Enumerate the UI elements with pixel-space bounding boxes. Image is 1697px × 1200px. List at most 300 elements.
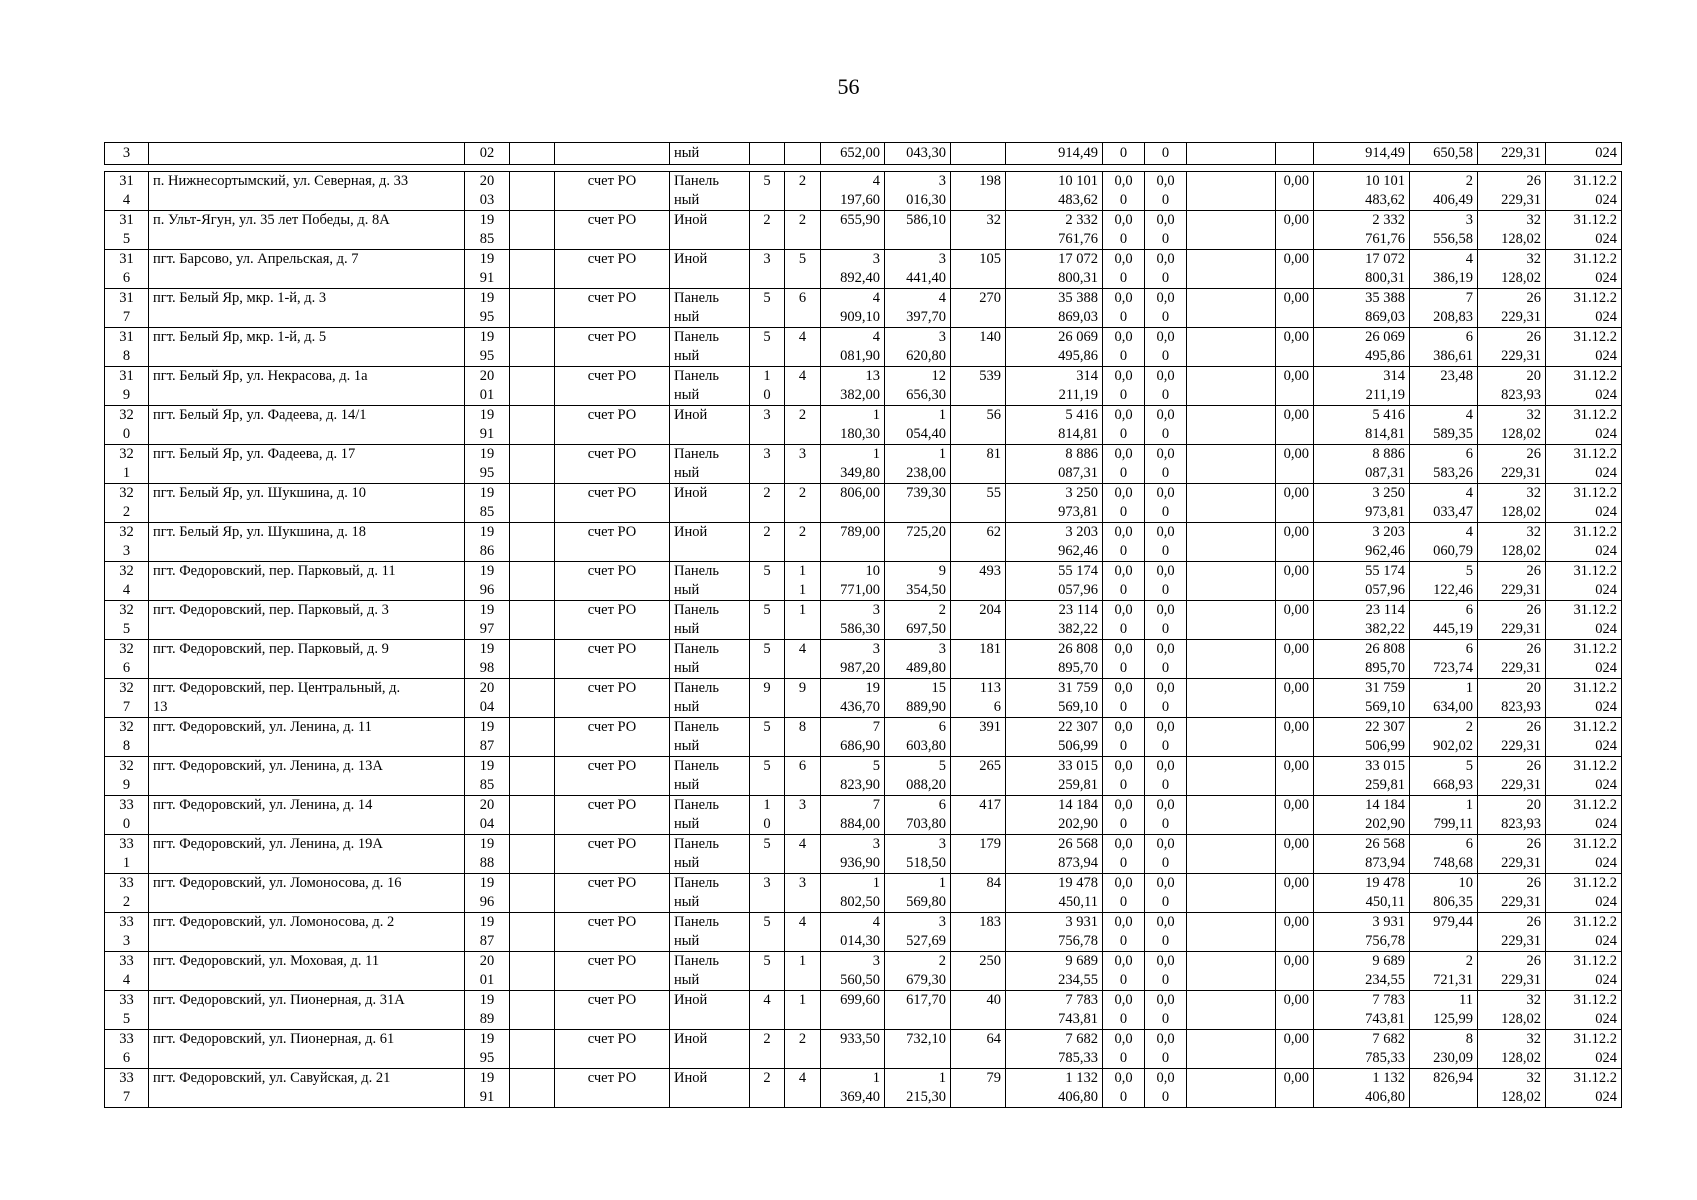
row-number-cell: 32 4 xyxy=(105,562,149,601)
entrances-cell: 4 xyxy=(785,1069,821,1108)
year-built-cell: 20 01 xyxy=(465,952,510,991)
funds-used-cell: 0,00 xyxy=(1276,1069,1314,1108)
year-built-cell: 19 91 xyxy=(465,250,510,289)
blank-col-cell xyxy=(510,250,555,289)
row-number-cell: 31 4 xyxy=(105,172,149,211)
floors-cell: 5 xyxy=(750,289,785,328)
limit-cost-cell: 26 229,31 xyxy=(1478,952,1546,991)
deadline-cell: 31.12.2 024 xyxy=(1546,679,1622,718)
residents-cell: 250 xyxy=(951,952,1006,991)
living-area-cell: 725,20 xyxy=(885,523,951,562)
total-area-cell: 19 436,70 xyxy=(821,679,885,718)
floors-cell: 2 xyxy=(750,523,785,562)
cost-b-cell: 0,0 0 xyxy=(1145,328,1187,367)
cost-a-cell: 0,0 0 xyxy=(1103,484,1145,523)
address-cell: пгт. Федоровский, ул. Ленина, д. 11 xyxy=(149,718,465,757)
row-number-cell: 33 6 xyxy=(105,1030,149,1069)
floors-cell: 5 xyxy=(750,952,785,991)
blank-col-2-cell xyxy=(1187,718,1276,757)
limit-cost-cell: 26 229,31 xyxy=(1478,328,1546,367)
funds-used-cell: 0,00 xyxy=(1276,250,1314,289)
table-row xyxy=(105,835,1622,874)
living-area-cell: 732,10 xyxy=(885,1030,951,1069)
year-built-cell: 19 88 xyxy=(465,835,510,874)
table-row xyxy=(105,913,1622,952)
residents-cell: 140 xyxy=(951,328,1006,367)
per-sqm-cost-cell: 6 723,74 xyxy=(1410,640,1478,679)
living-area-cell: 3 620,80 xyxy=(885,328,951,367)
residents-cell: 179 xyxy=(951,835,1006,874)
cost-b-cell: 0,0 0 xyxy=(1145,523,1187,562)
table-gap xyxy=(105,165,1622,172)
total-area-cell: 1 802,50 xyxy=(821,874,885,913)
living-area-cell: 617,70 xyxy=(885,991,951,1030)
blank-col-cell xyxy=(510,874,555,913)
year-built-cell: 02 xyxy=(465,143,510,165)
year-built-cell: 20 03 xyxy=(465,172,510,211)
total-cost-cell: 35 388 869,03 xyxy=(1314,289,1410,328)
cost-b-cell: 0,0 0 xyxy=(1145,796,1187,835)
floors-cell: 5 xyxy=(750,640,785,679)
year-built-cell: 20 01 xyxy=(465,367,510,406)
blank-col-cell xyxy=(510,991,555,1030)
entrances-cell: 2 xyxy=(785,484,821,523)
floors-cell: 5 xyxy=(750,718,785,757)
cost-b-cell: 0,0 0 xyxy=(1145,562,1187,601)
entrances-cell: 6 xyxy=(785,289,821,328)
cost-a-cell: 0,0 0 xyxy=(1103,523,1145,562)
deadline-cell: 31.12.2 024 xyxy=(1546,445,1622,484)
cost-b-cell: 0,0 0 xyxy=(1145,211,1187,250)
residents-cell: 181 xyxy=(951,640,1006,679)
limit-cost-cell: 229,31 xyxy=(1478,143,1546,165)
limit-cost-cell: 26 229,31 xyxy=(1478,601,1546,640)
wall-material-cell: Иной xyxy=(670,484,750,523)
limit-cost-cell: 32 128,02 xyxy=(1478,1069,1546,1108)
cost-a-cell: 0,0 0 xyxy=(1103,1030,1145,1069)
residents-cell: 55 xyxy=(951,484,1006,523)
blank-col-cell xyxy=(510,913,555,952)
address-cell: пгт. Федоровский, ул. Ломоносова, д. 2 xyxy=(149,913,465,952)
fund-method-cell: счет РО xyxy=(555,289,670,328)
year-built-cell: 19 87 xyxy=(465,718,510,757)
cost-a-cell: 0,0 0 xyxy=(1103,757,1145,796)
wall-material-cell: Панель ный xyxy=(670,913,750,952)
funds-used-cell: 0,00 xyxy=(1276,1030,1314,1069)
limit-cost-cell: 32 128,02 xyxy=(1478,211,1546,250)
per-sqm-cost-cell: 7 208,83 xyxy=(1410,289,1478,328)
planned-cost-cell: 10 101 483,62 xyxy=(1006,172,1103,211)
living-area-cell: 1 054,40 xyxy=(885,406,951,445)
total-area-cell: 1 349,80 xyxy=(821,445,885,484)
deadline-cell: 31.12.2 024 xyxy=(1546,289,1622,328)
floors-cell: 5 xyxy=(750,835,785,874)
table-row xyxy=(105,1069,1622,1108)
blank-col-cell xyxy=(510,640,555,679)
blank-col-2-cell xyxy=(1187,445,1276,484)
limit-cost-cell: 26 229,31 xyxy=(1478,835,1546,874)
cost-a-cell: 0,0 0 xyxy=(1103,991,1145,1030)
floors-cell: 2 xyxy=(750,211,785,250)
table-row xyxy=(105,523,1622,562)
deadline-cell: 31.12.2 024 xyxy=(1546,757,1622,796)
cost-b-cell: 0,0 0 xyxy=(1145,289,1187,328)
table-row xyxy=(105,406,1622,445)
address-cell: пгт. Федоровский, пер. Парковый, д. 3 xyxy=(149,601,465,640)
blank-col-cell xyxy=(510,445,555,484)
limit-cost-cell: 32 128,02 xyxy=(1478,484,1546,523)
cost-b-cell: 0,0 0 xyxy=(1145,640,1187,679)
limit-cost-cell: 26 229,31 xyxy=(1478,757,1546,796)
funds-used-cell: 0,00 xyxy=(1276,562,1314,601)
blank-col-cell xyxy=(510,757,555,796)
wall-material-cell: Иной xyxy=(670,250,750,289)
residents-cell: 198 xyxy=(951,172,1006,211)
blank-col-cell xyxy=(510,1069,555,1108)
total-area-cell: 4 197,60 xyxy=(821,172,885,211)
total-cost-cell: 14 184 202,90 xyxy=(1314,796,1410,835)
residents-cell: 391 xyxy=(951,718,1006,757)
funds-used-cell: 0,00 xyxy=(1276,601,1314,640)
deadline-cell: 31.12.2 024 xyxy=(1546,1069,1622,1108)
wall-material-cell: Панель ный xyxy=(670,562,750,601)
living-area-cell: 15 889,90 xyxy=(885,679,951,718)
cost-a-cell: 0,0 0 xyxy=(1103,289,1145,328)
planned-cost-cell: 19 478 450,11 xyxy=(1006,874,1103,913)
funds-used-cell: 0,00 xyxy=(1276,211,1314,250)
cost-a-cell: 0,0 0 xyxy=(1103,406,1145,445)
floors-cell: 3 xyxy=(750,874,785,913)
blank-col-cell xyxy=(510,406,555,445)
entrances-cell: 4 xyxy=(785,913,821,952)
cost-a-cell: 0,0 0 xyxy=(1103,211,1145,250)
blank-col-2-cell xyxy=(1187,143,1276,165)
cost-b-cell: 0,0 0 xyxy=(1145,952,1187,991)
total-cost-cell: 5 416 814,81 xyxy=(1314,406,1410,445)
blank-col-2-cell xyxy=(1187,289,1276,328)
planned-cost-cell: 3 203 962,46 xyxy=(1006,523,1103,562)
blank-col-2-cell xyxy=(1187,991,1276,1030)
per-sqm-cost-cell: 8 230,09 xyxy=(1410,1030,1478,1069)
per-sqm-cost-cell: 23,48 xyxy=(1410,367,1478,406)
living-area-cell: 2 679,30 xyxy=(885,952,951,991)
year-built-cell: 19 85 xyxy=(465,211,510,250)
funds-used-cell: 0,00 xyxy=(1276,328,1314,367)
planned-cost-cell: 2 332 761,76 xyxy=(1006,211,1103,250)
living-area-cell: 3 016,30 xyxy=(885,172,951,211)
limit-cost-cell: 26 229,31 xyxy=(1478,445,1546,484)
blank-col-cell xyxy=(510,211,555,250)
living-area-cell: 3 527,69 xyxy=(885,913,951,952)
fund-method-cell: счет РО xyxy=(555,601,670,640)
cost-b-cell: 0,0 0 xyxy=(1145,718,1187,757)
cost-a-cell: 0 xyxy=(1103,143,1145,165)
total-area-cell: 3 892,40 xyxy=(821,250,885,289)
per-sqm-cost-cell: 1 634,00 xyxy=(1410,679,1478,718)
blank-col-cell xyxy=(510,143,555,165)
blank-col-cell xyxy=(510,484,555,523)
table-row xyxy=(105,484,1622,523)
deadline-cell: 31.12.2 024 xyxy=(1546,913,1622,952)
blank-col-2-cell xyxy=(1187,1030,1276,1069)
address-cell: пгт. Белый Яр, ул. Фадеева, д. 17 xyxy=(149,445,465,484)
total-cost-cell: 7 682 785,33 xyxy=(1314,1030,1410,1069)
blank-col-2-cell xyxy=(1187,172,1276,211)
table-row xyxy=(105,952,1622,991)
total-area-cell: 3 987,20 xyxy=(821,640,885,679)
total-area-cell: 933,50 xyxy=(821,1030,885,1069)
planned-cost-cell: 26 069 495,86 xyxy=(1006,328,1103,367)
row-number-cell: 32 8 xyxy=(105,718,149,757)
fund-method-cell: счет РО xyxy=(555,1069,670,1108)
wall-material-cell: Панель ный xyxy=(670,679,750,718)
planned-cost-cell: 314 211,19 xyxy=(1006,367,1103,406)
wall-material-cell: Панель ный xyxy=(670,757,750,796)
wall-material-cell: Панель ный xyxy=(670,445,750,484)
deadline-cell: 31.12.2 024 xyxy=(1546,796,1622,835)
floors-cell: 5 xyxy=(750,562,785,601)
entrances-cell: 4 xyxy=(785,328,821,367)
planned-cost-cell: 22 307 506,99 xyxy=(1006,718,1103,757)
planned-cost-cell: 914,49 xyxy=(1006,143,1103,165)
row-number-cell: 32 2 xyxy=(105,484,149,523)
table-row xyxy=(105,796,1622,835)
cost-a-cell: 0,0 0 xyxy=(1103,445,1145,484)
row-number-cell: 33 4 xyxy=(105,952,149,991)
fund-method-cell: счет РО xyxy=(555,367,670,406)
per-sqm-cost-cell: 1 799,11 xyxy=(1410,796,1478,835)
fund-method-cell: счет РО xyxy=(555,679,670,718)
total-cost-cell: 19 478 450,11 xyxy=(1314,874,1410,913)
fund-method-cell: счет РО xyxy=(555,718,670,757)
deadline-cell: 31.12.2 024 xyxy=(1546,718,1622,757)
per-sqm-cost-cell: 979,44 xyxy=(1410,913,1478,952)
total-area-cell: 699,60 xyxy=(821,991,885,1030)
page-number: 56 xyxy=(837,74,860,99)
per-sqm-cost-cell: 4 589,35 xyxy=(1410,406,1478,445)
wall-material-cell: Иной xyxy=(670,991,750,1030)
floors-cell: 5 xyxy=(750,601,785,640)
address-cell: пгт. Белый Яр, ул. Некрасова, д. 1а xyxy=(149,367,465,406)
cost-a-cell: 0,0 0 xyxy=(1103,172,1145,211)
planned-cost-cell: 26 808 895,70 xyxy=(1006,640,1103,679)
funds-used-cell: 0,00 xyxy=(1276,757,1314,796)
per-sqm-cost-cell: 650,58 xyxy=(1410,143,1478,165)
blank-col-cell xyxy=(510,835,555,874)
funds-used-cell: 0,00 xyxy=(1276,991,1314,1030)
address-cell: пгт. Белый Яр, ул. Шукшина, д. 18 xyxy=(149,523,465,562)
row-number-cell: 32 6 xyxy=(105,640,149,679)
wall-material-cell: Панель ный xyxy=(670,367,750,406)
fund-method-cell: счет РО xyxy=(555,445,670,484)
per-sqm-cost-cell: 2 902,02 xyxy=(1410,718,1478,757)
blank-col-2-cell xyxy=(1187,523,1276,562)
funds-used-cell: 0,00 xyxy=(1276,718,1314,757)
residents-cell: 539 xyxy=(951,367,1006,406)
residents-cell: 62 xyxy=(951,523,1006,562)
wall-material-cell: Панель ный xyxy=(670,874,750,913)
blank-col-2-cell xyxy=(1187,211,1276,250)
deadline-cell: 31.12.2 024 xyxy=(1546,172,1622,211)
entrances-cell: 1 xyxy=(785,952,821,991)
entrances-cell xyxy=(785,143,821,165)
blank-col-2-cell xyxy=(1187,640,1276,679)
wall-material-cell: Иной xyxy=(670,406,750,445)
cost-b-cell: 0,0 0 xyxy=(1145,679,1187,718)
total-area-cell: 10 771,00 xyxy=(821,562,885,601)
address-cell: пгт. Федоровский, ул. Ленина, д. 14 xyxy=(149,796,465,835)
living-area-cell: 3 441,40 xyxy=(885,250,951,289)
total-cost-cell: 55 174 057,96 xyxy=(1314,562,1410,601)
funds-used-cell: 0,00 xyxy=(1276,835,1314,874)
cost-b-cell: 0,0 0 xyxy=(1145,1030,1187,1069)
living-area-cell: 6 603,80 xyxy=(885,718,951,757)
table-row xyxy=(105,874,1622,913)
living-area-cell: 043,30 xyxy=(885,143,951,165)
table-row xyxy=(105,640,1622,679)
residents-cell: 183 xyxy=(951,913,1006,952)
row-number-cell: 33 3 xyxy=(105,913,149,952)
total-area-cell: 4 014,30 xyxy=(821,913,885,952)
table-row xyxy=(105,250,1622,289)
planned-cost-cell: 23 114 382,22 xyxy=(1006,601,1103,640)
cost-b-cell: 0,0 0 xyxy=(1145,835,1187,874)
residents-cell: 113 6 xyxy=(951,679,1006,718)
gap-cell xyxy=(105,165,1622,172)
planned-cost-cell: 9 689 234,55 xyxy=(1006,952,1103,991)
total-cost-cell: 31 759 569,10 xyxy=(1314,679,1410,718)
floors-cell: 4 xyxy=(750,991,785,1030)
residents-cell: 204 xyxy=(951,601,1006,640)
blank-col-cell xyxy=(510,523,555,562)
funds-used-cell xyxy=(1276,143,1314,165)
wall-material-cell: Панель ный xyxy=(670,835,750,874)
fund-method-cell: счет РО xyxy=(555,640,670,679)
floors-cell: 1 0 xyxy=(750,367,785,406)
address-cell xyxy=(149,143,465,165)
residents-cell: 40 xyxy=(951,991,1006,1030)
residents-cell: 270 xyxy=(951,289,1006,328)
blank-col-2-cell xyxy=(1187,367,1276,406)
total-cost-cell: 26 568 873,94 xyxy=(1314,835,1410,874)
deadline-cell: 31.12.2 024 xyxy=(1546,328,1622,367)
limit-cost-cell: 32 128,02 xyxy=(1478,250,1546,289)
cost-b-cell: 0,0 0 xyxy=(1145,874,1187,913)
per-sqm-cost-cell: 2 406,49 xyxy=(1410,172,1478,211)
cost-a-cell: 0,0 0 xyxy=(1103,874,1145,913)
entrances-cell: 2 xyxy=(785,172,821,211)
total-area-cell: 652,00 xyxy=(821,143,885,165)
entrances-cell: 2 xyxy=(785,523,821,562)
blank-col-2-cell xyxy=(1187,562,1276,601)
row-number-cell: 33 2 xyxy=(105,874,149,913)
cost-a-cell: 0,0 0 xyxy=(1103,367,1145,406)
floors-cell: 3 xyxy=(750,406,785,445)
cost-a-cell: 0,0 0 xyxy=(1103,718,1145,757)
table-row xyxy=(105,601,1622,640)
planned-cost-cell: 26 568 873,94 xyxy=(1006,835,1103,874)
floors-cell: 2 xyxy=(750,484,785,523)
planned-cost-cell: 35 388 869,03 xyxy=(1006,289,1103,328)
entrances-cell: 4 xyxy=(785,835,821,874)
wall-material-cell: Панель ный xyxy=(670,718,750,757)
table-row xyxy=(105,718,1622,757)
row-number-cell: 32 9 xyxy=(105,757,149,796)
fund-method-cell: счет РО xyxy=(555,328,670,367)
limit-cost-cell: 26 229,31 xyxy=(1478,718,1546,757)
wall-material-cell: Панель ный xyxy=(670,952,750,991)
living-area-cell: 1 215,30 xyxy=(885,1069,951,1108)
cost-a-cell: 0,0 0 xyxy=(1103,796,1145,835)
entrances-cell: 5 xyxy=(785,250,821,289)
fund-method-cell: счет РО xyxy=(555,1030,670,1069)
per-sqm-cost-cell: 4 033,47 xyxy=(1410,484,1478,523)
per-sqm-cost-cell: 5 122,46 xyxy=(1410,562,1478,601)
fund-method-cell: счет РО xyxy=(555,796,670,835)
table-row xyxy=(105,679,1622,718)
living-area-cell: 586,10 xyxy=(885,211,951,250)
deadline-cell: 31.12.2 024 xyxy=(1546,484,1622,523)
row-number-cell: 33 5 xyxy=(105,991,149,1030)
address-cell: пгт. Белый Яр, ул. Фадеева, д. 14/1 xyxy=(149,406,465,445)
cost-b-cell: 0,0 0 xyxy=(1145,484,1187,523)
address-cell: пгт. Федоровский, ул. Ленина, д. 19А xyxy=(149,835,465,874)
deadline-cell: 31.12.2 024 xyxy=(1546,406,1622,445)
blank-col-2-cell xyxy=(1187,913,1276,952)
total-area-cell: 7 686,90 xyxy=(821,718,885,757)
year-built-cell: 19 86 xyxy=(465,523,510,562)
funds-used-cell: 0,00 xyxy=(1276,406,1314,445)
year-built-cell: 19 95 xyxy=(465,1030,510,1069)
residents-cell: 84 xyxy=(951,874,1006,913)
year-built-cell: 19 85 xyxy=(465,484,510,523)
address-cell: пгт. Федоровский, ул. Савуйская, д. 21 xyxy=(149,1069,465,1108)
year-built-cell: 19 85 xyxy=(465,757,510,796)
blank-col-cell xyxy=(510,796,555,835)
limit-cost-cell: 32 128,02 xyxy=(1478,1030,1546,1069)
floors-cell: 5 xyxy=(750,913,785,952)
cost-a-cell: 0,0 0 xyxy=(1103,913,1145,952)
blank-col-2-cell xyxy=(1187,250,1276,289)
address-cell: пгт. Белый Яр, ул. Шукшина, д. 10 xyxy=(149,484,465,523)
address-cell: пгт. Федоровский, пер. Парковый, д. 11 xyxy=(149,562,465,601)
address-cell: пгт. Федоровский, ул. Ленина, д. 13А xyxy=(149,757,465,796)
funds-used-cell: 0,00 xyxy=(1276,445,1314,484)
table-row xyxy=(105,757,1622,796)
planned-cost-cell: 55 174 057,96 xyxy=(1006,562,1103,601)
cost-b-cell: 0,0 0 xyxy=(1145,406,1187,445)
total-area-cell: 806,00 xyxy=(821,484,885,523)
address-cell: пгт. Белый Яр, мкр. 1-й, д. 5 xyxy=(149,328,465,367)
living-area-cell: 739,30 xyxy=(885,484,951,523)
entrances-cell: 3 xyxy=(785,874,821,913)
address-cell: пгт. Федоровский, пер. Центральный, д. 13 xyxy=(149,679,465,718)
per-sqm-cost-cell: 5 668,93 xyxy=(1410,757,1478,796)
fund-method-cell: счет РО xyxy=(555,523,670,562)
residents-cell xyxy=(951,143,1006,165)
floors-cell: 5 xyxy=(750,757,785,796)
cost-b-cell: 0,0 0 xyxy=(1145,250,1187,289)
address-cell: пгт. Федоровский, ул. Пионерная, д. 61 xyxy=(149,1030,465,1069)
residents-cell: 105 xyxy=(951,250,1006,289)
year-built-cell: 19 95 xyxy=(465,328,510,367)
row-number-cell: 31 6 xyxy=(105,250,149,289)
total-cost-cell: 3 203 962,46 xyxy=(1314,523,1410,562)
funds-used-cell: 0,00 xyxy=(1276,913,1314,952)
fund-method-cell: счет РО xyxy=(555,757,670,796)
address-cell: пгт. Федоровский, ул. Ломоносова, д. 16 xyxy=(149,874,465,913)
blank-col-2-cell xyxy=(1187,757,1276,796)
